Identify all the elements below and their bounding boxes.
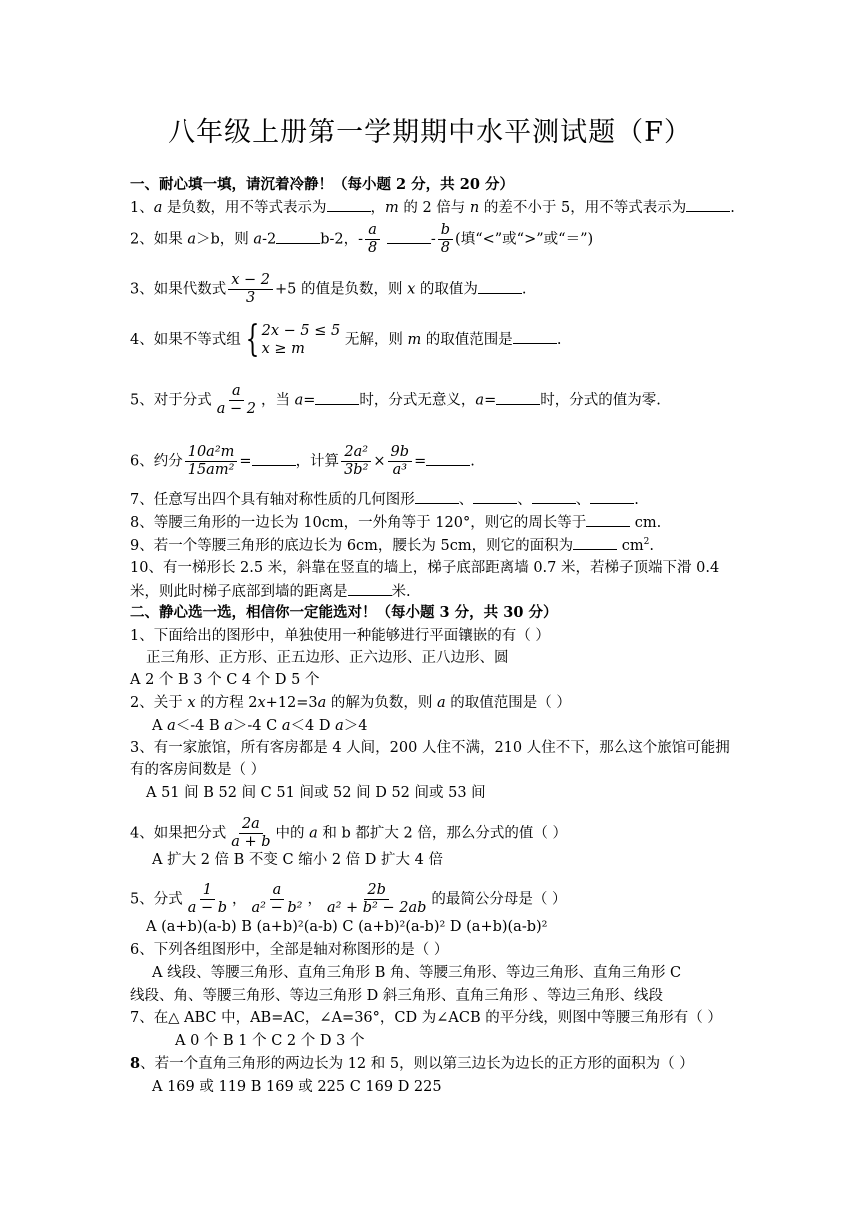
answer-blank	[573, 535, 617, 550]
fraction: $\frac{\text{2a²}}{\text{3b²}}$	[341, 444, 371, 479]
question-1-8: 8、等腰三角形的一边长为 10cm，一外角等于 120°，则它的周长等于 cm.	[130, 512, 661, 533]
question-2-4-stem: 4、如果把分式 $\frac{2a}{a + b}$ 中的 a 和 b 都扩大 2 倍，那么分式的值（ ）	[130, 816, 567, 850]
question-2-3-options: A 51 间 B 52 间 C 51 间或 52 间 D 52 间或 53 间	[146, 785, 486, 801]
answer-blank	[496, 390, 540, 405]
brace-icon: {	[245, 319, 260, 360]
answer-blank	[315, 390, 359, 405]
fraction: $\frac{2a}{a + b}$	[231, 816, 271, 850]
question-1-9: 9、若一个等腰三角形的底边长为 6cm，腰长为 5cm，则它的面积为 $cm^2$.	[130, 535, 654, 556]
question-1-4: 4、如果不等式组 { 2x − 5 ≤ 5 x ≥ m 无解，则 m 的取值范围是 .	[130, 319, 562, 360]
fraction: $\frac{9b}{\text{a³}}$	[388, 444, 413, 479]
question-1-3: 3、如果代数式 $\frac{x - 2}{3}$ +5 的值是负数，则 x 的取值为 .	[130, 272, 527, 306]
question-1-1: 1、a 是负数，用不等式表示为 ，m 的 2 倍与 n 的差不小于 5，用不等式表示为 .	[130, 197, 735, 218]
fraction: $\frac{a}{a - 2}$	[216, 383, 256, 417]
answer-blank	[252, 451, 296, 466]
section2-heading: 二、静心选一选，相信你一定能选对！（每小题 3 分，共 30 分）	[130, 604, 558, 621]
question-2-1-options: A 2 个 B 3 个 C 4 个 D 5 个	[130, 672, 320, 688]
fraction: $\frac{1}{a - b}$	[187, 882, 228, 916]
question-1-7: 7、任意写出四个具有轴对称性质的几何图形 、 、 、 .	[130, 489, 639, 510]
question-2-2-stem: 2、关于 x 的方程 2x+12=3a 的解为负数，则 a 的取值范围是（ ）	[130, 695, 571, 711]
answer-blank	[415, 489, 459, 504]
question-2-1-stem: 1、下面给出的图形中，单独使用一种能够进行平面镶嵌的有（ ）	[130, 628, 550, 644]
fraction: $\frac{x - 2}{3}$	[228, 272, 273, 307]
answer-blank	[586, 512, 630, 527]
question-1-5: 5、对于分式 $\frac{a}{a - 2}$ ，当 a= 时，分式无意义，a= 时，分式的值为零.	[130, 383, 661, 417]
question-2-7-options: A 0 个 B 1 个 C 2 个 D 3 个	[175, 1033, 365, 1049]
fraction: $\frac{a}{\text{a² − b²}}$	[251, 882, 303, 916]
question-2-4-options: A 扩大 2 倍 B 不变 C 缩小 2 倍 D 扩大 4 倍	[152, 852, 443, 868]
question-2-5-stem: 5、分式 $\frac{1}{a - b}$ ， $\frac{a}{\text{a² − b²}}$ ， $\frac{2b}{\text{a² + b² − 2ab}}$ 的最简公分母是（ ）	[130, 882, 567, 916]
answer-blank	[532, 489, 576, 504]
fraction: $\frac{\text{10a²m}}{\text{15am²}}$	[185, 444, 238, 479]
question-2-2-options: A a＜-4 B a＞-4 C a＜4 D a＞4	[152, 718, 368, 734]
answer-blank	[686, 197, 730, 212]
answer-blank	[590, 489, 634, 504]
fraction: $\frac{b}{8}$	[438, 222, 453, 257]
question-2-8-stem: 8、若一个直角三角形的两边长为 12 和 5，则以第三边长为边长的正方形的面积为（ ）	[130, 1055, 694, 1072]
question-2-8-options: A 169 或 119 B 169 或 225 C 169 D 225	[152, 1079, 442, 1095]
question-2-5-options: A (a+b)(a-b) B (a+b)²(a-b) C (a+b)²(a-b)² D (a+b)(a-b)²	[146, 919, 548, 935]
question-2-6-line2: 线段、角、等腰三角形、等边三角形 D 斜三角形、直角三角形 、等边三角形、线段	[130, 988, 663, 1004]
answer-blank	[348, 581, 392, 596]
question-2-7-stem: 7、在△ ABC 中，AB=AC，∠A=36°，CD 为∠ACB 的平分线，则图中等腰三角形有（ ）	[130, 1010, 722, 1026]
question-2-3-line2: 有的客房间数是（ ）	[130, 762, 266, 778]
fraction: $\frac{2b}{\text{a² + b² − 2ab}}$	[326, 882, 427, 916]
question-2-1-shapes: 正三角形、正方形、正五边形、正六边形、正八边形、圆	[146, 650, 509, 666]
page-title: 八年级上册第一学期期中水平测试题（F）	[168, 117, 692, 148]
question-1-2: 2、如果 a＞b，则 a-2 b-2，- $\frac{a}{8}$ - $\frac{b}{8}$ (填“<”或“>”或“＝”)	[130, 222, 594, 256]
answer-blank	[426, 451, 470, 466]
question-2-6-stem: 6、下列各组图形中，全部是轴对称图形的是（ ）	[130, 942, 449, 958]
answer-blank	[387, 229, 431, 244]
answer-blank	[478, 279, 522, 294]
section1-heading: 一、耐心填一填，请沉着冷静！（每小题 2 分，共 20 分）	[130, 176, 514, 193]
question-2-3-line1: 3、有一家旅馆，所有客房都是 4 人间，200 人住不满，210 人住不下，那么这个旅馆可能拥	[130, 740, 730, 756]
question-1-10-line1: 10、有一梯形长 2.5 米，斜靠在竖直的墙上，梯子底部距离墙 0.7 米，若梯子顶端下滑 0.4	[130, 560, 720, 576]
question-1-10-line2: 米，则此时梯子底部到墙的距离是 米.	[130, 581, 411, 602]
inequality-system: 2x − 5 ≤ 5 x ≥ m	[261, 323, 341, 357]
fraction: $\frac{a}{8}$	[365, 222, 380, 257]
answer-blank	[327, 197, 371, 212]
question-1-6: 6、约分 $\frac{\text{10a²m}}{\text{15am²}}$ = ，计算 $\frac{\text{2a²}}{\text{3b²}}$ × $\frac{9b}{\text{a³}}$ = .	[130, 444, 475, 478]
question-2-6-line1: A 线段、等腰三角形、直角三角形 B 角、等腰三角形、等边三角形、直角三角形 C	[152, 965, 682, 981]
answer-blank	[276, 229, 320, 244]
answer-blank	[513, 329, 557, 344]
answer-blank	[473, 489, 517, 504]
